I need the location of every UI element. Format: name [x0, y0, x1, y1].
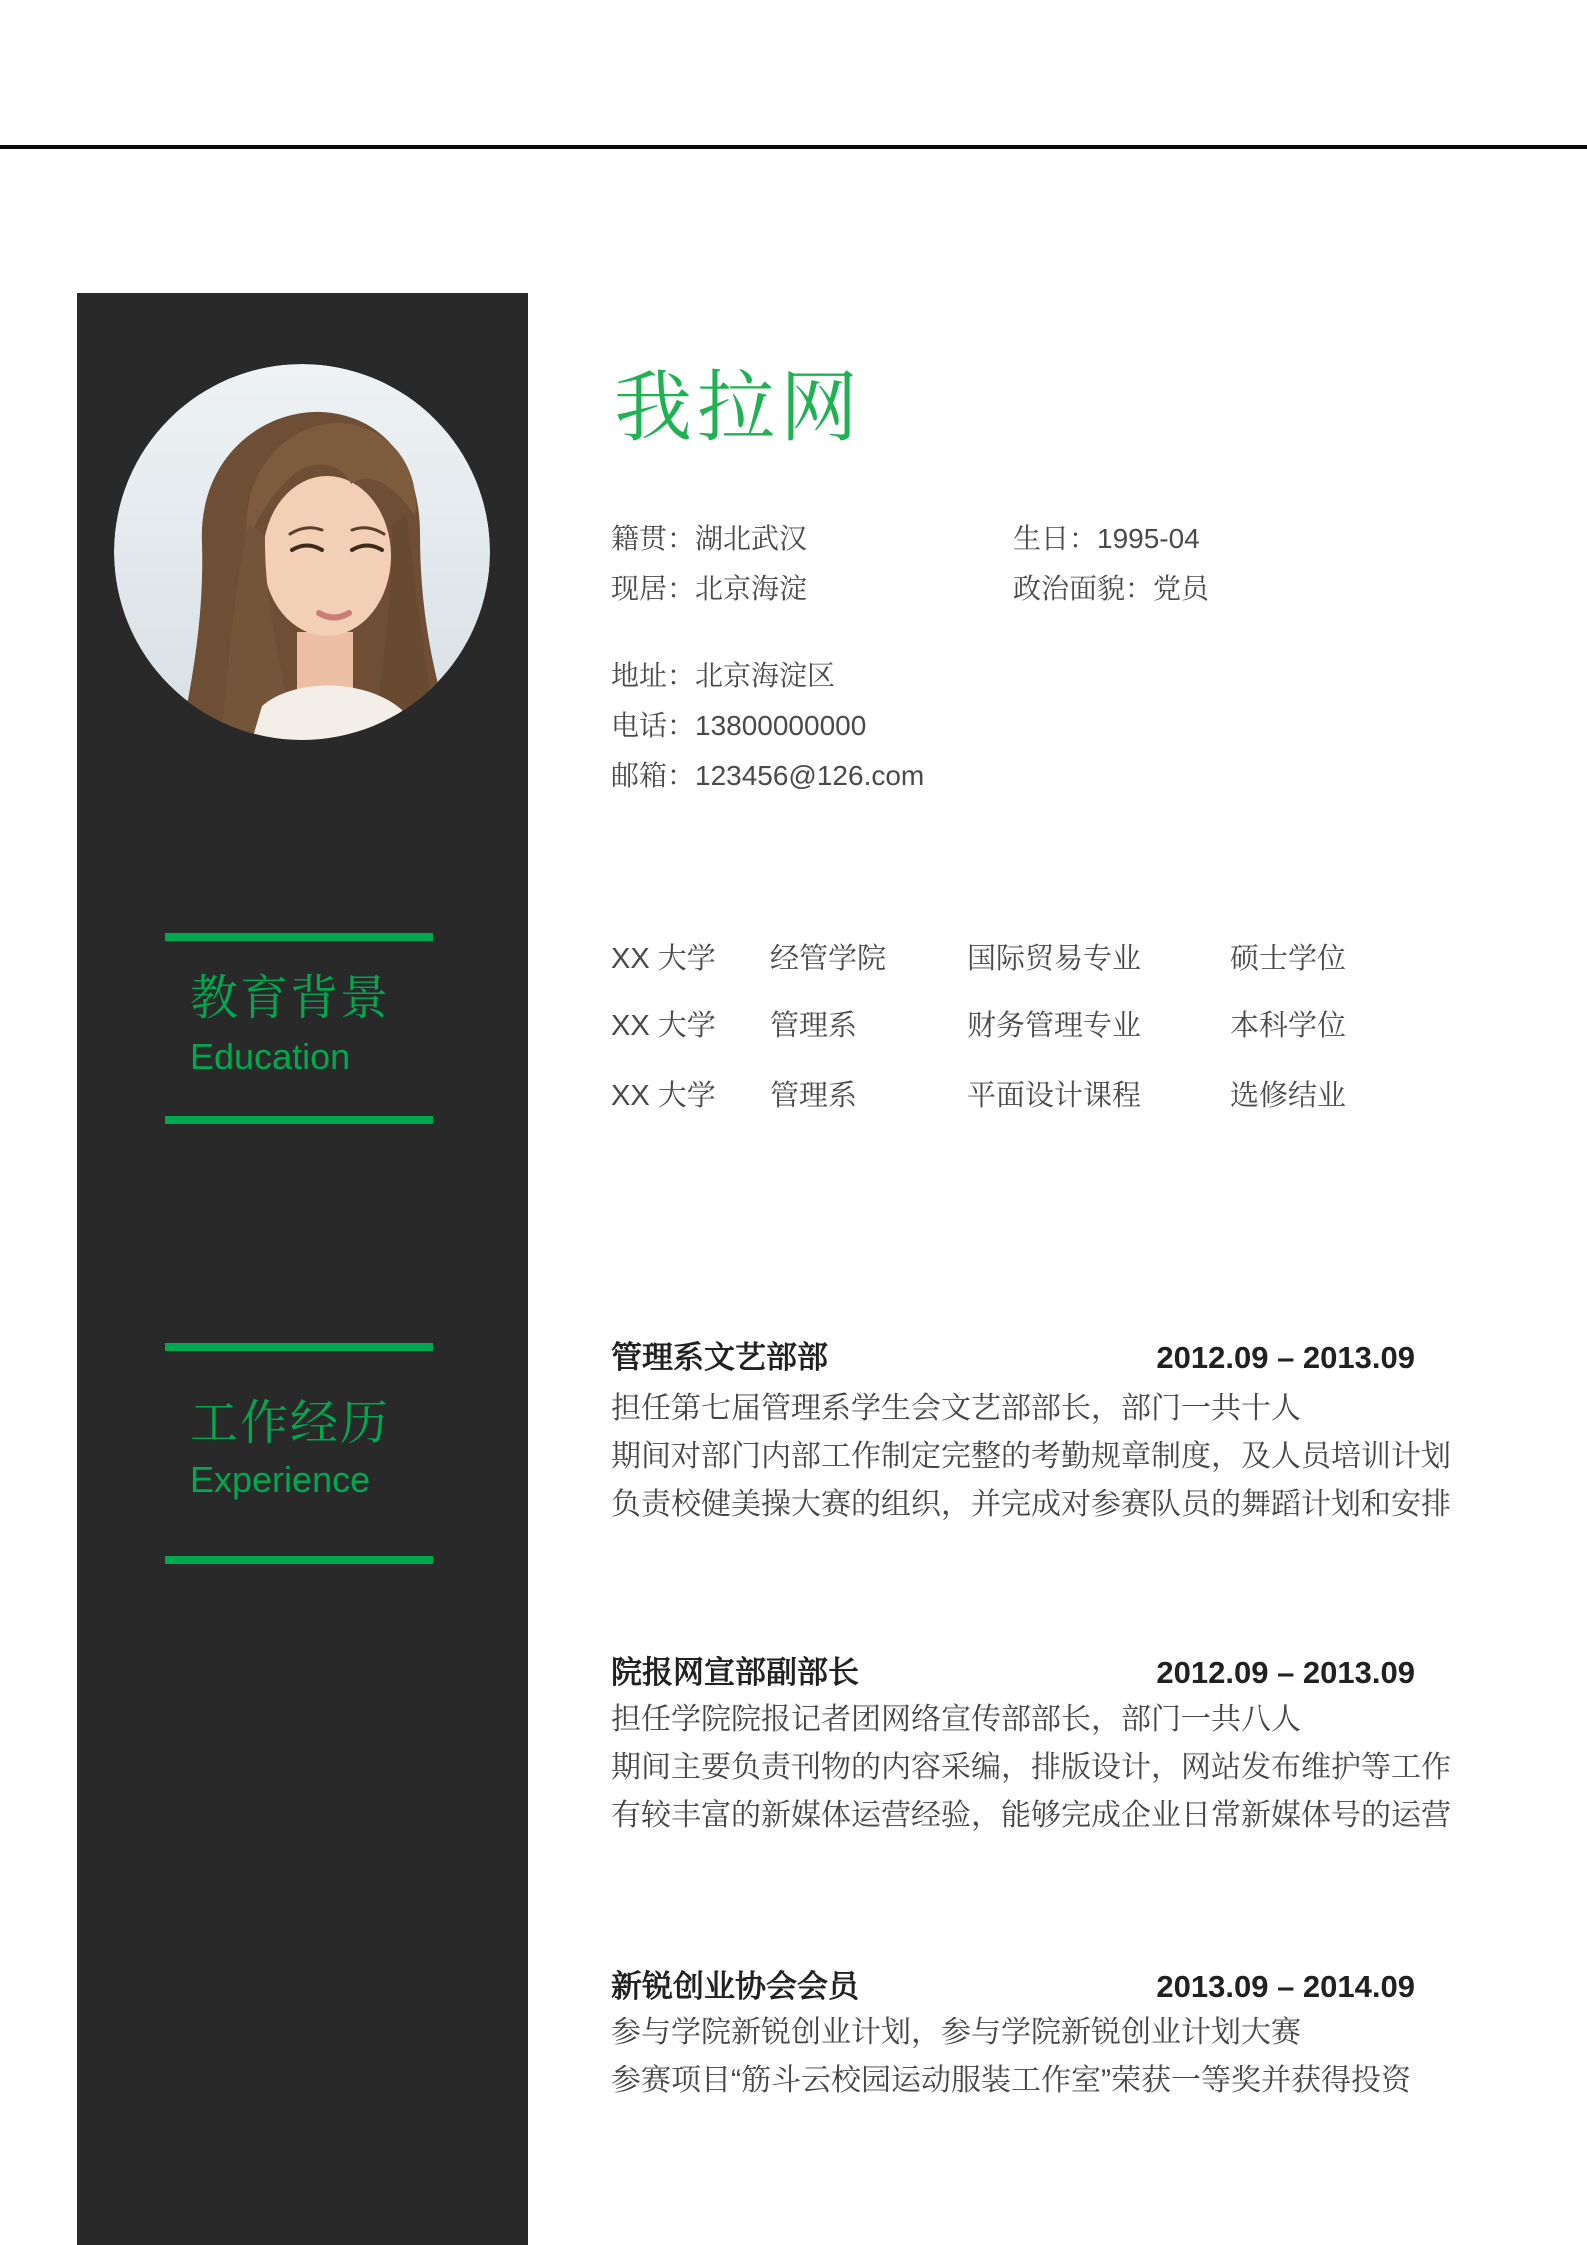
education-school: XX 大学 [611, 943, 716, 975]
education-school: XX 大学 [611, 1080, 716, 1112]
education-section-title-cn: 教育背景 [190, 972, 391, 1025]
education-college: 管理系 [770, 1080, 858, 1112]
experience-desc-line: 参赛项目“筋斗云校园运动服装工作室”荣获一等奖并获得投资 [611, 2064, 1411, 2097]
info-residence: 现居：北京海淀 [611, 573, 808, 604]
info-email: 邮箱：123456@126.com [611, 760, 925, 791]
experience-desc-line: 担任学院院报记者团网络宣传部部长，部门一共八人 [611, 1703, 1301, 1736]
experience-desc-line: 期间对部门内部工作制定完整的考勤规章制度，及人员培训计划 [611, 1440, 1451, 1473]
education-major: 平面设计课程 [967, 1080, 1142, 1112]
experience-desc-line: 负责校健美操大赛的组织，并完成对参赛队员的舞蹈计划和安排 [611, 1488, 1451, 1521]
experience-period: 2012.09 – 2013.09 [1156, 1655, 1415, 1690]
education-school: XX 大学 [611, 1010, 716, 1042]
education-row [611, 1073, 1421, 1112]
experience-title: 新锐创业协会会员 [611, 1969, 859, 2004]
experience-title: 院报网宣部副部长 [611, 1655, 859, 1690]
education-degree: 选修结业 [1230, 1080, 1347, 1112]
experience-bottom-line [165, 1556, 433, 1564]
education-row [611, 1003, 1421, 1042]
experience-section-title-en: Experience [190, 1459, 371, 1500]
education-section-title-en: Education [190, 1036, 351, 1077]
experience-period: 2012.09 – 2013.09 [1156, 1340, 1415, 1375]
education-top-line [165, 933, 433, 941]
experience-desc-line: 有较丰富的新媒体运营经验，能够完成企业日常新媒体号的运营 [611, 1799, 1451, 1832]
top-divider [0, 145, 1587, 149]
experience-section-title-cn: 工作经历 [190, 1397, 391, 1450]
info-address: 地址：北京海淀区 [611, 660, 836, 691]
avatar [114, 364, 490, 740]
avatar-photo [114, 364, 490, 740]
education-college: 管理系 [770, 1010, 858, 1042]
info-birthday: 生日：1995-04 [1013, 523, 1200, 554]
info-phone: 电话：13800000000 [611, 710, 867, 741]
education-row [611, 936, 1421, 975]
info-native-place: 籍贯：湖北武汉 [611, 523, 808, 554]
education-college: 经管学院 [770, 943, 887, 975]
education-degree: 硕士学位 [1230, 943, 1347, 975]
info-political-status: 政治面貌：党员 [1013, 573, 1210, 604]
experience-entry-header [611, 1332, 1415, 1377]
experience-desc-line: 参与学院新锐创业计划，参与学院新锐创业计划大赛 [611, 2016, 1301, 2049]
experience-title: 管理系文艺部部 [611, 1340, 828, 1375]
experience-top-line [165, 1343, 433, 1351]
sidebar [77, 293, 528, 2245]
education-degree: 本科学位 [1230, 1010, 1347, 1042]
page-title: 我拉网 [614, 363, 864, 453]
experience-entry-header [611, 1961, 1415, 2006]
experience-period: 2013.09 – 2014.09 [1156, 1969, 1415, 2004]
experience-entry-header [611, 1647, 1415, 1692]
education-major: 财务管理专业 [967, 1010, 1142, 1042]
education-bottom-line [165, 1116, 433, 1124]
experience-desc-line: 担任第七届管理系学生会文艺部部长，部门一共十人 [611, 1392, 1301, 1425]
experience-desc-line: 期间主要负责刊物的内容采编，排版设计，网站发布维护等工作 [611, 1751, 1451, 1784]
education-major: 国际贸易专业 [967, 943, 1142, 975]
